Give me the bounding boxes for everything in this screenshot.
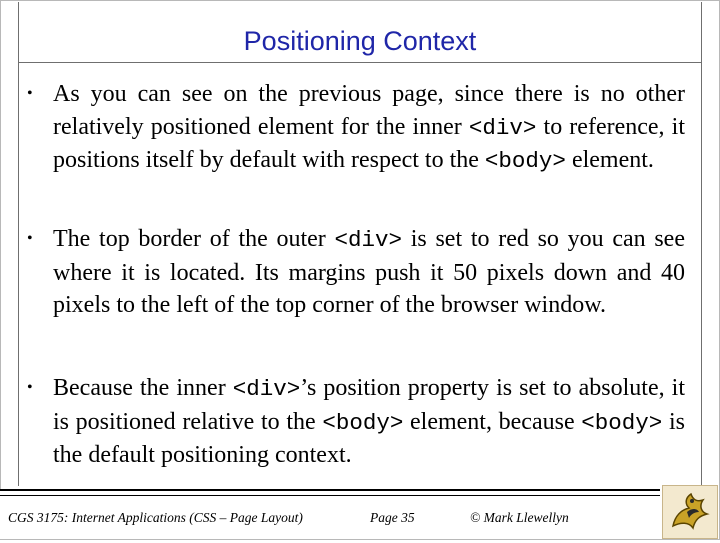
bullet-text bbox=[53, 223, 685, 322]
ucf-pegasus-logo-icon bbox=[662, 485, 718, 539]
slide-footer bbox=[0, 489, 660, 539]
code-span: <div> bbox=[468, 114, 537, 141]
bullet-text bbox=[53, 372, 685, 472]
bullet-item bbox=[27, 372, 685, 472]
code-span: <div> bbox=[334, 227, 403, 253]
code-span: <body> bbox=[484, 148, 566, 174]
bullet-text-segment: element. bbox=[565, 147, 654, 173]
bullet-text-segment: is set to red so you can see where it is located. Its margins push it 50 pixels down and 40 pixels to the left of the top corner of the browser window. bbox=[53, 226, 685, 318]
footer-page-number: Page 35 bbox=[370, 510, 415, 525]
bullet-item bbox=[27, 223, 685, 322]
slide-title: Positioning Context bbox=[243, 26, 477, 56]
bullet-item bbox=[27, 78, 685, 178]
bullet-text-segment: is the default positioning context. bbox=[53, 408, 685, 468]
bullet-text-segment: to reference, it positions itself by default with respect to the bbox=[53, 113, 685, 173]
code-span: <body> bbox=[322, 409, 404, 436]
bullet-text bbox=[53, 78, 685, 178]
footer-rule bbox=[0, 495, 660, 496]
bullet-dot: • bbox=[27, 230, 33, 247]
bullet-dot: • bbox=[27, 379, 33, 396]
bullet-text-segment: ’s position property is set to absolute, it is positioned relative to the bbox=[53, 375, 685, 435]
slide-body bbox=[18, 62, 702, 486]
bullet-text-segment: Because the inner bbox=[53, 375, 233, 401]
code-span: <body> bbox=[581, 409, 663, 436]
bullet-text-segment: The top border of the outer bbox=[53, 226, 335, 252]
footer-course: CGS 3175: Internet Applications (CSS – Page Layout) bbox=[8, 510, 303, 525]
bullet-text-segment: As you can see on the previous page, since there is no other relatively positioned element for the inner bbox=[53, 81, 685, 140]
bullet-text-segment: element, because bbox=[403, 408, 582, 435]
bullet-dot: • bbox=[27, 85, 33, 102]
title-box bbox=[18, 2, 702, 63]
footer-author: © Mark Llewellyn bbox=[470, 510, 569, 525]
code-span: <div> bbox=[232, 376, 301, 402]
